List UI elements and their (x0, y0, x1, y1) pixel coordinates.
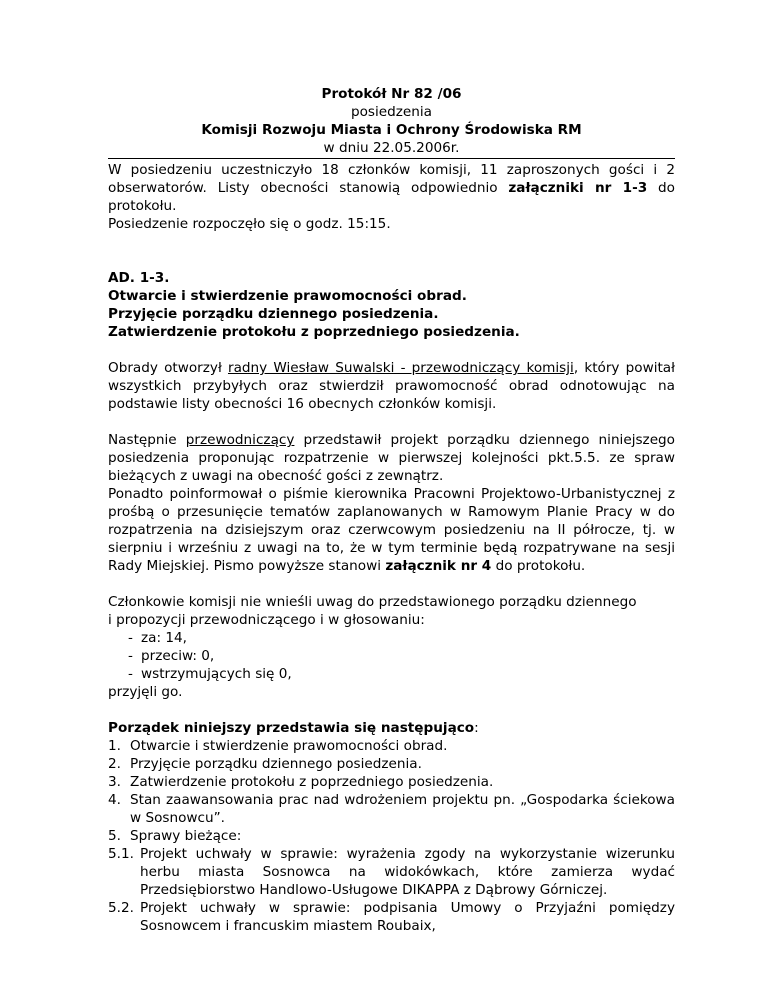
agenda-subitem: 5.2. Projekt uchwały w sprawie: podpisania Umowy o Przyjaźni pomiędzy Sosnowcem i francuskim miastem Roubaix, (108, 900, 675, 934)
chairman-ref: przewodniczący (185, 432, 295, 448)
agenda-item: 4. Stan zaawansowania prac nad wdrożeniem projektu pn. „Gospodarka ściekowa w Sosnowcu”. (108, 792, 675, 826)
vote-item-against: - przeciw: 0, (128, 648, 215, 664)
vote-item-for: - za: 14, (128, 630, 187, 646)
header-divider (108, 158, 675, 159)
vote-result: przyjęli go. (108, 684, 183, 700)
ad-line-2: Przyjęcie porządku dziennego posiedzenia. (108, 306, 439, 322)
agenda-item: 5. Sprawy bieżące: (108, 828, 242, 844)
vote-intro-line-2: i propozycji przewodniczącego i w głosowaniu: (108, 612, 425, 628)
document-title: Protokół Nr 82 /06 (321, 86, 462, 102)
opening-paragraph: Obrady otworzył radny Wiesław Suwalski - przewodniczący komisji, który powitał wszystkich przybyłych oraz stwierdził prawomocność obrad odnotowując na podstawie listy obecności 16 obecnych członków komisji. (108, 360, 676, 412)
agenda-item: 3. Zatwierdzenie protokołu z poprzedniego posiedzenia. (108, 774, 494, 790)
chairman-name: radny Wiesław Suwalski - przewodniczący komisji (227, 360, 574, 376)
agenda-heading: Porządek niniejszy przedstawia się następująco: (108, 720, 479, 736)
vote-item-abstain: - wstrzymujących się 0, (128, 666, 292, 682)
ad-heading: AD. 1-3. (108, 270, 170, 286)
document-subtitle: posiedzenia (350, 104, 433, 120)
letter-paragraph: Ponadto poinformował o piśmie kierownika Pracowni Projektowo-Urbanistycznej z prośbą o przesunięcie tematów zaplanowanych w Ramowym Planie Pracy w do rozpatrzenia na dzisiejszym oraz czerwcowym posiedzeniu na II półrocze, tj. w sierpniu i wrześniu z uwagi na to, że w tym terminie będą rozpatrywane na sesji Rady Miejskiej. Pismo powyższe stanowi załącznik nr 4 do protokołu. (108, 486, 675, 574)
attendance-paragraph: W posiedzeniu uczestniczyło 18 członków komisji, 11 zaproszonych gości i 2 obserwatorów. Listy obecności stanowią odpowiednio załączniki nr 1-3 do protokołu. (108, 162, 675, 214)
agenda-item: 2. Przyjęcie porządku dziennego posiedzenia. (108, 756, 422, 772)
attachments-ref: załączniki nr 1-3 (508, 180, 648, 196)
committee-name: Komisji Rozwoju Miasta i Ochrony Środowiska RM (201, 122, 582, 138)
start-time-paragraph: Posiedzenie rozpoczęło się o godz. 15:15. (108, 216, 391, 232)
agenda-proposal-paragraph: Następnie przewodniczący przedstawił projekt porządku dziennego niniejszego posiedzenia proponując rozpatrzenie w pierwszej kolejności pkt.5.5. ze spraw bieżących z uwagi na obecność gości z zewnątrz. (108, 432, 676, 484)
attachment-4-ref: załącznik nr 4 (385, 558, 492, 574)
document-page (108, 85, 675, 935)
agenda-item: 1. Otwarcie i stwierdzenie prawomocności obrad. (108, 738, 448, 754)
meeting-date: w dniu 22.05.2006r. (323, 140, 460, 156)
ad-line-3: Zatwierdzenie protokołu z poprzedniego posiedzenia. (108, 324, 520, 340)
vote-intro-line-1: Członkowie komisji nie wnieśli uwag do przedstawionego porządku dziennego (108, 594, 637, 610)
ad-line-1: Otwarcie i stwierdzenie prawomocności obrad. (108, 288, 467, 304)
agenda-subitem: 5.1. Projekt uchwały w sprawie: wyrażenia zgody na wykorzystanie wizerunku herbu miasta Sosnowca na widokówkach, które zamierza wydać Przedsiębiorstwo Handlowo-Usługowe DIKAPPA z Dąbrowy Górniczej. (108, 846, 675, 898)
